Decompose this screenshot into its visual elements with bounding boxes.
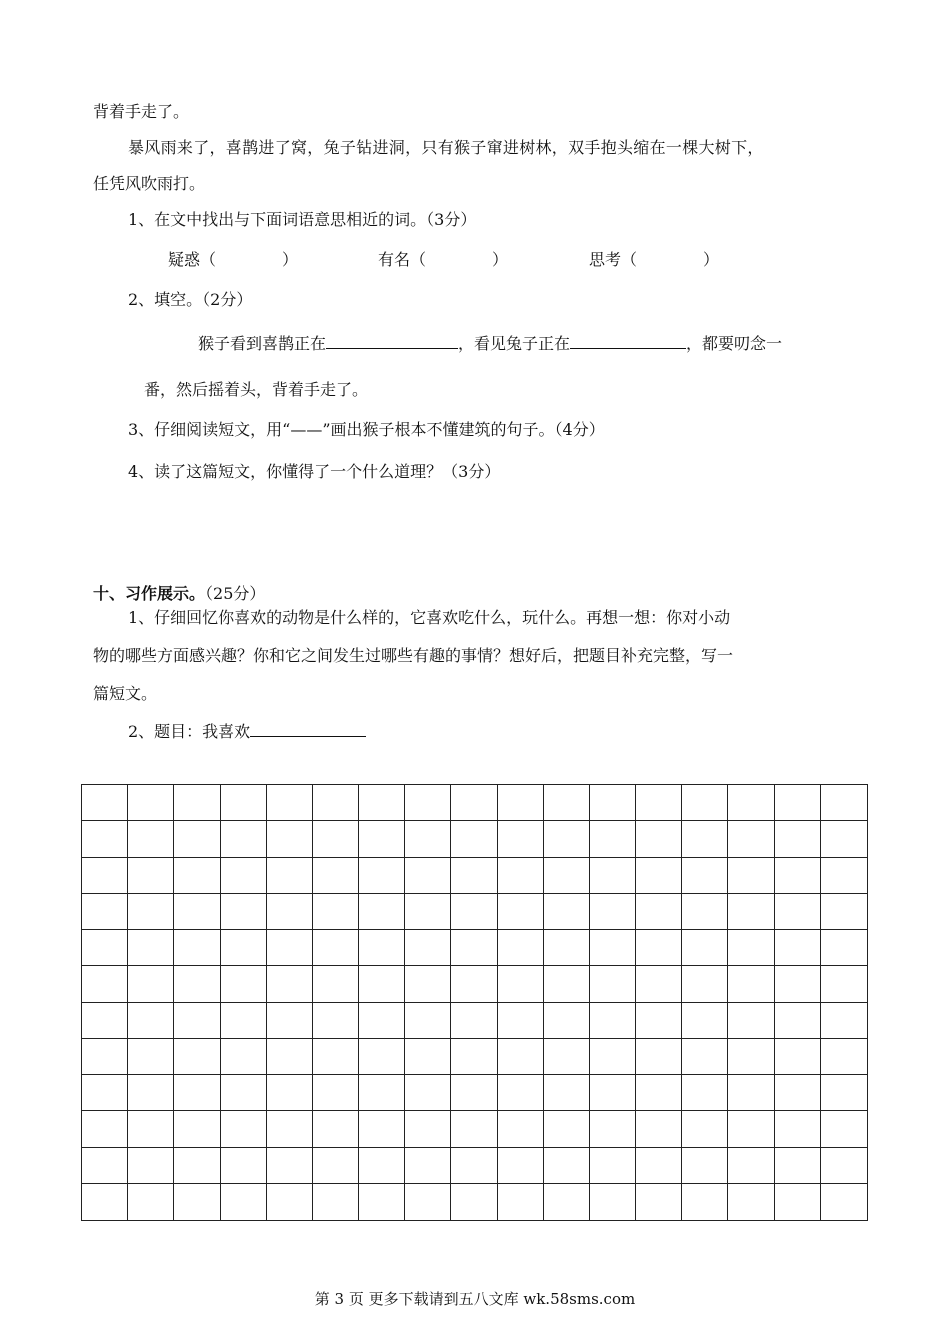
grid-cell[interactable] — [405, 966, 451, 1002]
grid-cell[interactable] — [775, 1111, 821, 1147]
grid-cell[interactable] — [405, 858, 451, 894]
grid-cell[interactable] — [405, 1003, 451, 1039]
grid-cell[interactable] — [544, 966, 590, 1002]
grid-cell[interactable] — [451, 1003, 497, 1039]
grid-cell[interactable] — [775, 894, 821, 930]
grid-cell[interactable] — [544, 894, 590, 930]
grid-cell[interactable] — [590, 930, 636, 966]
grid-cell[interactable] — [267, 785, 313, 821]
grid-cell[interactable] — [221, 966, 267, 1002]
grid-cell[interactable] — [359, 1003, 405, 1039]
grid-cell[interactable] — [313, 1148, 359, 1184]
grid-cell[interactable] — [359, 966, 405, 1002]
grid-cell[interactable] — [359, 1111, 405, 1147]
grid-cell[interactable] — [821, 1039, 867, 1075]
story-line-1: 背着手走了。 — [93, 102, 190, 121]
section-10-heading — [93, 582, 265, 606]
grid-cell[interactable] — [451, 858, 497, 894]
grid-cell[interactable] — [267, 966, 313, 1002]
grid-cell[interactable] — [313, 1111, 359, 1147]
grid-cell[interactable] — [82, 821, 128, 857]
grid-cell[interactable] — [359, 821, 405, 857]
grid-cell[interactable] — [498, 858, 544, 894]
grid-cell[interactable] — [128, 1039, 174, 1075]
grid-cell[interactable] — [128, 1075, 174, 1111]
grid-cell[interactable] — [775, 1184, 821, 1220]
grid-cell[interactable] — [82, 1003, 128, 1039]
grid-cell[interactable] — [359, 1075, 405, 1111]
grid-cell[interactable] — [128, 966, 174, 1002]
question-3-prompt: 3、仔细阅读短文，用“——”画出猴子根本不懂建筑的句子。（4分） — [128, 420, 605, 439]
grid-cell[interactable] — [544, 785, 590, 821]
grid-cell[interactable] — [174, 894, 220, 930]
grid-cell[interactable] — [821, 930, 867, 966]
grid-cell[interactable] — [405, 930, 451, 966]
grid-cell[interactable] — [728, 1111, 774, 1147]
grid-cell[interactable] — [313, 1075, 359, 1111]
grid-cell[interactable] — [498, 785, 544, 821]
grid-cell[interactable] — [682, 894, 728, 930]
grid-cell[interactable] — [590, 1148, 636, 1184]
grid-cell[interactable] — [775, 1003, 821, 1039]
grid-cell[interactable] — [451, 1111, 497, 1147]
grid-cell[interactable] — [313, 785, 359, 821]
grid-cell[interactable] — [313, 930, 359, 966]
grid-cell[interactable] — [221, 1184, 267, 1220]
grid-cell[interactable] — [451, 930, 497, 966]
question-1-word-3 — [589, 248, 719, 272]
grid-cell[interactable] — [682, 1039, 728, 1075]
grid-cell[interactable] — [728, 1184, 774, 1220]
section-10-item-1-line-1: 1、仔细回忆你喜欢的动物是什么样的，它喜欢吃什么，玩什么。再想一想：你对小动 — [128, 608, 731, 627]
grid-cell[interactable] — [405, 1039, 451, 1075]
grid-cell[interactable] — [221, 1075, 267, 1111]
fill-blank-2[interactable] — [570, 330, 686, 349]
grid-cell[interactable] — [174, 1075, 220, 1111]
word-1-label: 疑惑（ — [168, 250, 217, 269]
grid-cell[interactable] — [775, 930, 821, 966]
grid-cell[interactable] — [590, 1184, 636, 1220]
grid-cell[interactable] — [821, 1184, 867, 1220]
grid-cell[interactable] — [821, 966, 867, 1002]
grid-cell[interactable] — [82, 930, 128, 966]
question-1-prompt: 1、在文中找出与下面词语意思相近的词。（3分） — [128, 210, 477, 229]
grid-cell[interactable] — [174, 1039, 220, 1075]
grid-cell[interactable] — [636, 894, 682, 930]
grid-cell[interactable] — [498, 930, 544, 966]
grid-cell[interactable] — [82, 1148, 128, 1184]
grid-cell[interactable] — [221, 858, 267, 894]
grid-cell[interactable] — [775, 966, 821, 1002]
word-2-close: ） — [492, 250, 509, 269]
grid-cell[interactable] — [821, 1148, 867, 1184]
story-line-3: 任凭风吹雨打。 — [93, 174, 206, 193]
grid-cell[interactable] — [174, 1184, 220, 1220]
grid-cell[interactable] — [682, 1148, 728, 1184]
grid-cell[interactable] — [128, 1111, 174, 1147]
grid-cell[interactable] — [498, 894, 544, 930]
grid-cell[interactable] — [174, 1111, 220, 1147]
grid-cell[interactable] — [821, 1075, 867, 1111]
grid-cell[interactable] — [636, 1111, 682, 1147]
grid-cell[interactable] — [728, 821, 774, 857]
grid-cell[interactable] — [821, 821, 867, 857]
grid-cell[interactable] — [221, 894, 267, 930]
grid-cell[interactable] — [82, 1111, 128, 1147]
grid-cell[interactable] — [267, 821, 313, 857]
question-1-word-2 — [378, 248, 508, 272]
grid-cell[interactable] — [174, 966, 220, 1002]
grid-cell[interactable] — [405, 785, 451, 821]
grid-cell[interactable] — [590, 1111, 636, 1147]
grid-cell[interactable] — [267, 1111, 313, 1147]
grid-cell[interactable] — [636, 1039, 682, 1075]
grid-cell[interactable] — [128, 1184, 174, 1220]
grid-cell[interactable] — [636, 1184, 682, 1220]
section-10-title: 十、习作展示。 — [93, 584, 206, 603]
page-footer: 第 3 页 更多下载请到五八文库 wk.58sms.com — [314, 1290, 636, 1308]
grid-cell[interactable] — [498, 1111, 544, 1147]
grid-cell[interactable] — [128, 1003, 174, 1039]
grid-cell[interactable] — [451, 1039, 497, 1075]
grid-cell[interactable] — [82, 894, 128, 930]
grid-cell[interactable] — [775, 785, 821, 821]
grid-cell[interactable] — [682, 966, 728, 1002]
grid-cell[interactable] — [590, 785, 636, 821]
grid-cell[interactable] — [359, 785, 405, 821]
fill-blank-1[interactable] — [326, 330, 458, 349]
word-1-close: ） — [282, 250, 299, 269]
fill-part-2: ，看见兔子正在 — [458, 334, 571, 353]
grid-cell[interactable] — [451, 821, 497, 857]
grid-cell[interactable] — [313, 821, 359, 857]
grid-cell[interactable] — [498, 1039, 544, 1075]
grid-cell[interactable] — [636, 966, 682, 1002]
grid-cell[interactable] — [498, 966, 544, 1002]
grid-cell[interactable] — [451, 966, 497, 1002]
writing-grid[interactable] — [81, 784, 868, 1221]
grid-cell[interactable] — [544, 1003, 590, 1039]
grid-cell[interactable] — [498, 821, 544, 857]
grid-cell[interactable] — [544, 1111, 590, 1147]
grid-cell[interactable] — [451, 1148, 497, 1184]
grid-cell[interactable] — [174, 930, 220, 966]
word-3-label: 思考（ — [589, 250, 638, 269]
grid-cell[interactable] — [128, 785, 174, 821]
grid-cell[interactable] — [405, 821, 451, 857]
grid-cell[interactable] — [267, 1039, 313, 1075]
grid-cell[interactable] — [359, 894, 405, 930]
grid-cell[interactable] — [451, 1075, 497, 1111]
grid-cell[interactable] — [821, 1111, 867, 1147]
grid-cell[interactable] — [359, 1039, 405, 1075]
grid-cell[interactable] — [636, 785, 682, 821]
grid-cell[interactable] — [128, 894, 174, 930]
fill-part-3: ，都要叨念一 — [686, 334, 783, 353]
grid-cell[interactable] — [174, 821, 220, 857]
grid-cell[interactable] — [728, 1148, 774, 1184]
grid-cell[interactable] — [544, 930, 590, 966]
grid-cell[interactable] — [313, 1003, 359, 1039]
grid-cell[interactable] — [821, 858, 867, 894]
word-2-label: 有名（ — [378, 250, 427, 269]
grid-cell[interactable] — [451, 894, 497, 930]
grid-cell[interactable] — [221, 1003, 267, 1039]
grid-cell[interactable] — [82, 858, 128, 894]
grid-cell[interactable] — [405, 894, 451, 930]
fill-part-1: 猴子看到喜鹊正在 — [198, 334, 327, 353]
grid-cell[interactable] — [821, 894, 867, 930]
grid-cell[interactable] — [498, 1003, 544, 1039]
grid-cell[interactable] — [590, 1003, 636, 1039]
question-1-word-1 — [168, 248, 298, 272]
grid-cell[interactable] — [728, 894, 774, 930]
grid-cell[interactable] — [221, 1148, 267, 1184]
grid-cell[interactable] — [728, 785, 774, 821]
grid-cell[interactable] — [544, 821, 590, 857]
grid-cell[interactable] — [221, 930, 267, 966]
grid-cell[interactable] — [590, 966, 636, 1002]
question-2-prompt: 2、填空。（2分） — [128, 290, 253, 309]
grid-cell[interactable] — [267, 1184, 313, 1220]
grid-cell[interactable] — [82, 1075, 128, 1111]
grid-cell[interactable] — [174, 858, 220, 894]
word-3-close: ） — [703, 250, 720, 269]
grid-cell[interactable] — [590, 858, 636, 894]
grid-cell[interactable] — [636, 1075, 682, 1111]
grid-cell[interactable] — [359, 1184, 405, 1220]
question-4-prompt: 4、读了这篇短文，你懂得了一个什么道理？（3分） — [128, 462, 501, 481]
grid-cell[interactable] — [544, 858, 590, 894]
grid-cell[interactable] — [174, 1003, 220, 1039]
grid-cell[interactable] — [267, 1075, 313, 1111]
story-line-2: 暴风雨来了，喜鹊进了窝，兔子钻进洞，只有猴子窜进树林，双手抱头缩在一棵大树下， — [128, 138, 764, 157]
grid-cell[interactable] — [221, 1111, 267, 1147]
grid-cell[interactable] — [82, 966, 128, 1002]
grid-cell[interactable] — [728, 858, 774, 894]
grid-cell[interactable] — [128, 930, 174, 966]
grid-cell[interactable] — [728, 1003, 774, 1039]
grid-cell[interactable] — [544, 1075, 590, 1111]
grid-cell[interactable] — [636, 1003, 682, 1039]
grid-cell[interactable] — [174, 785, 220, 821]
grid-cell[interactable] — [728, 930, 774, 966]
grid-cell[interactable] — [405, 1111, 451, 1147]
question-2-fill-line — [198, 330, 782, 356]
grid-cell[interactable] — [359, 1148, 405, 1184]
section-10-item-1-line-2: 物的哪些方面感兴趣？你和它之间发生过哪些有趣的事情？想好后，把题目补充完整，写一 — [93, 646, 734, 665]
grid-cell[interactable] — [636, 1148, 682, 1184]
grid-cell[interactable] — [636, 930, 682, 966]
grid-cell[interactable] — [82, 785, 128, 821]
grid-cell[interactable] — [682, 785, 728, 821]
grid-cell[interactable] — [359, 858, 405, 894]
grid-cell[interactable] — [174, 1148, 220, 1184]
grid-cell[interactable] — [682, 1003, 728, 1039]
grid-cell[interactable] — [267, 894, 313, 930]
section-10-item-1-line-3: 篇短文。 — [93, 684, 158, 703]
grid-cell[interactable] — [544, 1184, 590, 1220]
grid-cell[interactable] — [313, 1039, 359, 1075]
grid-cell[interactable] — [221, 785, 267, 821]
grid-cell[interactable] — [82, 1039, 128, 1075]
question-2-line-2: 番，然后摇着头，背着手走了。 — [144, 380, 369, 399]
grid-cell[interactable] — [498, 1148, 544, 1184]
grid-cell[interactable] — [359, 930, 405, 966]
grid-cell[interactable] — [682, 930, 728, 966]
grid-cell[interactable] — [498, 1075, 544, 1111]
grid-cell[interactable] — [313, 1184, 359, 1220]
grid-cell[interactable] — [128, 1148, 174, 1184]
grid-cell[interactable] — [682, 1111, 728, 1147]
grid-cell[interactable] — [775, 1075, 821, 1111]
section-10-score: （25分） — [205, 584, 266, 603]
grid-cell[interactable] — [821, 1003, 867, 1039]
grid-cell[interactable] — [405, 1075, 451, 1111]
grid-cell[interactable] — [636, 821, 682, 857]
grid-cell[interactable] — [775, 1148, 821, 1184]
grid-cell[interactable] — [682, 1075, 728, 1111]
grid-cell[interactable] — [267, 1003, 313, 1039]
grid-cell[interactable] — [267, 1148, 313, 1184]
essay-title-label: 2、题目：我喜欢 — [128, 722, 251, 741]
grid-cell[interactable] — [682, 1184, 728, 1220]
grid-cell[interactable] — [313, 858, 359, 894]
grid-cell[interactable] — [728, 966, 774, 1002]
grid-cell[interactable] — [451, 1184, 497, 1220]
grid-cell[interactable] — [775, 858, 821, 894]
grid-cell[interactable] — [128, 821, 174, 857]
essay-title-blank[interactable] — [250, 718, 366, 737]
grid-cell[interactable] — [221, 1039, 267, 1075]
grid-cell[interactable] — [498, 1184, 544, 1220]
grid-cell[interactable] — [544, 1039, 590, 1075]
grid-cell[interactable] — [682, 821, 728, 857]
grid-cell[interactable] — [544, 1148, 590, 1184]
grid-cell[interactable] — [313, 966, 359, 1002]
grid-cell[interactable] — [590, 1075, 636, 1111]
grid-cell[interactable] — [590, 894, 636, 930]
grid-cell[interactable] — [313, 894, 359, 930]
grid-cell[interactable] — [590, 821, 636, 857]
grid-cell[interactable] — [728, 1039, 774, 1075]
grid-cell[interactable] — [775, 1039, 821, 1075]
grid-cell[interactable] — [682, 858, 728, 894]
grid-cell[interactable] — [775, 821, 821, 857]
grid-cell[interactable] — [728, 1075, 774, 1111]
grid-cell[interactable] — [128, 858, 174, 894]
grid-cell[interactable] — [821, 785, 867, 821]
grid-cell[interactable] — [405, 1148, 451, 1184]
grid-cell[interactable] — [267, 858, 313, 894]
grid-cell[interactable] — [405, 1184, 451, 1220]
section-10-item-2 — [128, 718, 366, 744]
grid-cell[interactable] — [451, 785, 497, 821]
grid-cell[interactable] — [267, 930, 313, 966]
grid-cell[interactable] — [590, 1039, 636, 1075]
grid-cell[interactable] — [82, 1184, 128, 1220]
grid-cell[interactable] — [221, 821, 267, 857]
grid-cell[interactable] — [636, 858, 682, 894]
